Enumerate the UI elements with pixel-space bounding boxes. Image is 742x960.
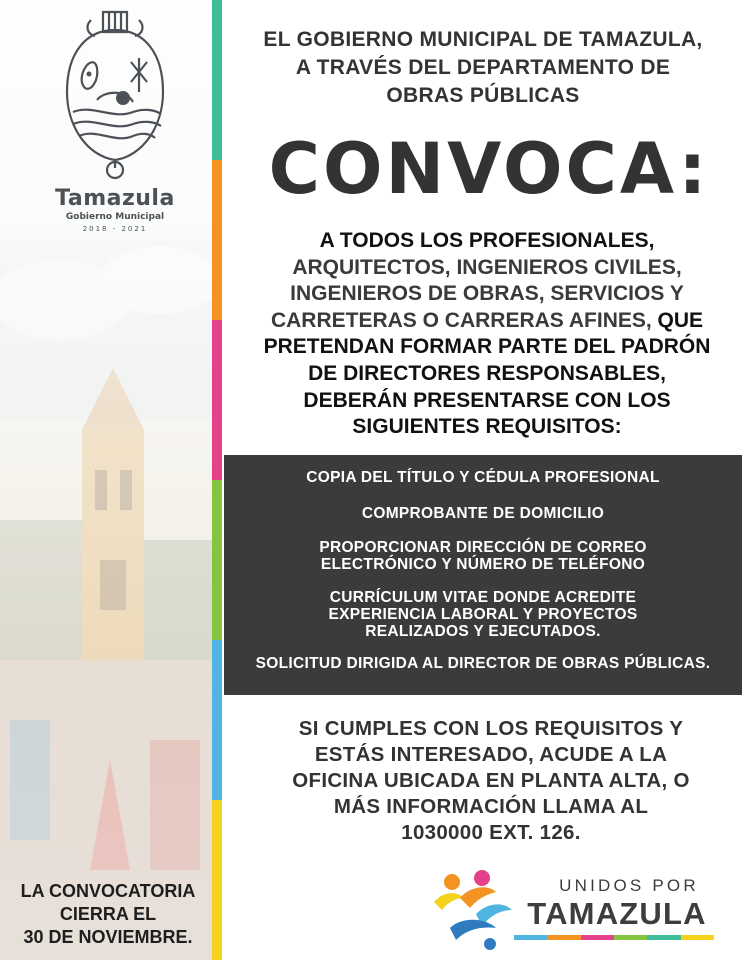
intro-line-text: CARRETERAS O CARRERAS AFINES,: [270, 308, 652, 332]
brand-bar-segment: [514, 935, 547, 940]
requirement-line: EXPERIENCIA LABORAL Y PROYECTOS: [328, 606, 638, 623]
intro-line: [232, 334, 742, 361]
color-stripe: [212, 0, 222, 960]
intro-line: [232, 255, 742, 282]
requirement-line: ELECTRÓNICO Y NÚMERO DE TELÉFONO: [320, 556, 646, 573]
brand-line2: TAMAZULA: [527, 896, 707, 931]
intro-line: [232, 388, 742, 415]
brand-bar-segment: [647, 935, 680, 940]
requirement-item: [224, 655, 742, 672]
brand-line1: UNIDOS POR: [559, 876, 699, 895]
logo-subtitle: Gobierno Municipal: [65, 212, 165, 222]
closing-note: [8, 880, 208, 949]
closing-line: 30 DE NOVIEMBRE.: [23, 927, 193, 947]
intro-line: [232, 361, 742, 388]
brand-bar-segment: [581, 935, 614, 940]
intro-text: [232, 228, 742, 441]
stripe-segment: [212, 0, 222, 160]
header-text: [224, 26, 742, 110]
requirement-item: [224, 505, 742, 522]
brand-bar-segment: [681, 935, 714, 940]
stripe-segment: [212, 160, 222, 320]
stripe-segment: [212, 640, 222, 800]
footer-line: MÁS INFORMACIÓN LLAMA AL: [333, 795, 649, 818]
header-line: A TRAVÉS DEL DEPARTAMENTO DE: [295, 56, 671, 79]
stripe-segment: [212, 800, 222, 960]
logo-years: 2018 - 2021: [82, 225, 148, 233]
intro-line-text: INGENIEROS DE OBRAS, SERVICIOS Y: [290, 282, 684, 306]
headline: CONVOCA:: [268, 128, 710, 210]
intro-line-text: A TODOS LOS PROFESIONALES,: [319, 229, 655, 252]
intro-line: [232, 308, 742, 335]
footer-line: OFICINA UBICADA EN PLANTA ALTA, O: [292, 769, 690, 792]
requirement-line: REALIZADOS Y EJECUTADOS.: [365, 623, 601, 640]
brand-mark-image: [430, 868, 520, 952]
closing-line: LA CONVOCATORIA: [20, 881, 196, 901]
left-panel: [0, 0, 212, 960]
header-line: EL GOBIERNO MUNICIPAL DE TAMAZULA,: [263, 28, 703, 51]
requirement-line: COPIA DEL TÍTULO Y CÉDULA PROFESIONAL: [306, 469, 660, 486]
intro-line: [232, 228, 742, 255]
closing-line: CIERRA EL: [59, 904, 157, 924]
intro-line-text: PRETENDAN FORMAR PARTE DEL PADRÓN: [263, 335, 711, 359]
brand-color-bar: [514, 935, 714, 940]
requirement-item: [224, 589, 742, 640]
requirements-box: [224, 455, 742, 695]
requirement-line: COMPROBANTE DE DOMICILIO: [361, 505, 605, 522]
stripe-segment: [212, 480, 222, 640]
requirement-line: PROPORCIONAR DIRECCIÓN DE CORREO: [319, 539, 647, 556]
intro-line: [232, 281, 742, 308]
intro-line-text: QUE: [651, 308, 704, 332]
logo-name: Tamazula: [55, 186, 175, 211]
requirement-line: SOLICITUD DIRIGIDA AL DIRECTOR DE OBRAS PÚBLICAS.: [255, 655, 711, 672]
intro-line-text: DEBERÁN PRESENTARSE CON LOS: [303, 388, 671, 412]
intro-line-text: SIGUIENTES REQUISITOS:: [352, 415, 622, 439]
requirement-item: [224, 539, 742, 573]
brand-bar-segment: [547, 935, 580, 940]
intro-line-text: DE DIRECTORES RESPONSABLES,: [308, 361, 666, 385]
requirement-item: [224, 469, 742, 486]
intro-line-text: ARQUITECTOS, INGENIEROS CIVILES,: [292, 255, 682, 279]
intro-line: [232, 414, 742, 441]
brand-logo: [430, 868, 730, 952]
stripe-segment: [212, 320, 222, 480]
brand-bar-segment: [614, 935, 647, 940]
footer-text: [240, 716, 742, 846]
requirement-line: CURRÍCULUM VITAE DONDE ACREDITE: [329, 589, 637, 606]
municipal-seal-image: [61, 8, 169, 180]
footer-line: SI CUMPLES CON LOS REQUISITOS Y: [298, 717, 684, 740]
footer-line: 1030000 EXT. 126.: [401, 821, 581, 844]
footer-line: ESTÁS INTERESADO, ACUDE A LA: [314, 743, 668, 766]
header-line: OBRAS PÚBLICAS: [386, 84, 580, 107]
municipal-logo: [44, 8, 186, 233]
